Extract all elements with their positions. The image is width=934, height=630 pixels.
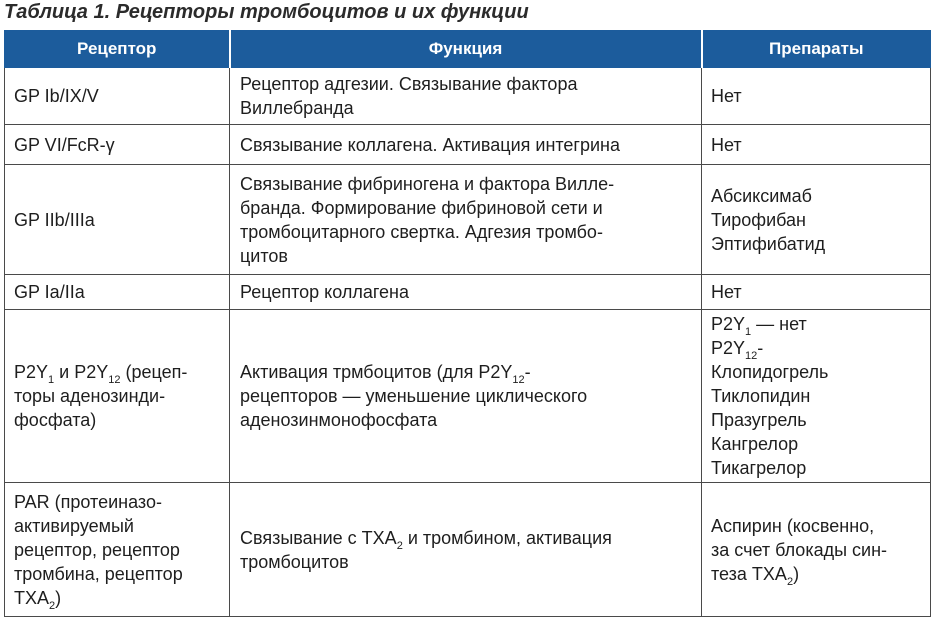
function-cell (230, 68, 702, 125)
function-line: Виллебранда (240, 98, 354, 118)
receptor-line: активируемый (14, 515, 134, 536)
drug-item: $P2Y_{12}-$ (711, 338, 764, 362)
receptor-line: рецептор, рецептор (14, 539, 180, 560)
drugs-cell (702, 165, 931, 275)
receptor-line: $TXA_2$) (14, 587, 62, 612)
drug-item: Тикагрелор (711, 458, 807, 478)
table-row (5, 68, 931, 125)
function-line: Связывание фибриногена и фактора Вилле- (240, 173, 615, 194)
table-caption: Таблица 1. Рецепторы тромбоцитов и их функции (4, 1, 529, 23)
drugs-cell (702, 310, 931, 483)
platelet-receptors-table (4, 30, 931, 617)
table-row (5, 125, 931, 165)
receptor-line: торы аденозинди- (14, 386, 166, 406)
function-line: тромбоцитов (240, 551, 349, 572)
header-drugs: Препараты (702, 31, 931, 68)
receptor-line: фосфата) (14, 410, 97, 430)
receptor-cell: GP VI/FcR-γ (5, 125, 230, 165)
drugs-cell (702, 68, 931, 125)
drug-item: Тирофибан (711, 209, 806, 230)
function-line: Рецептор адгезии. Связывание фактора (240, 74, 578, 94)
function-line: тромбоцитарного свертка. Адгезия тромбо- (240, 221, 603, 242)
drug-item: за счет блокады син- (711, 539, 888, 560)
drug-item: Нет (711, 134, 742, 155)
function-cell (230, 125, 702, 165)
receptor-cell (5, 310, 230, 483)
drug-item: Эптифибатид (711, 233, 826, 254)
drug-item: $P2Y_1$ — нет (711, 314, 807, 338)
header-function: Функция (230, 31, 702, 68)
drug-item: Абсиксимаб (711, 185, 812, 206)
table-header-row (5, 31, 931, 68)
table-row (5, 310, 931, 483)
function-line: Связывание коллагена. Активация интегрина (240, 134, 621, 155)
receptor-line: $P2Y_1$ и $P2Y_{12}$ (рецеп- (14, 362, 188, 386)
function-line: рецепторов — уменьшение циклического (240, 386, 588, 406)
drug-item: Тиклопидин (711, 386, 811, 406)
function-line: Активация трмбоцитов (для $P2Y_{12}-$ (240, 362, 531, 386)
table-row (5, 483, 931, 617)
receptor-cell: GP Ia/IIa (5, 275, 230, 310)
function-line: цитов (240, 245, 288, 266)
function-line: бранда. Формирование фибриновой сети и (240, 197, 603, 218)
receptor-line: PAR (протеиназо- (14, 491, 162, 512)
drugs-cell (702, 275, 931, 310)
function-line: Связывание с $TXA_2$ и тромбином, активация (240, 527, 612, 552)
function-cell (230, 275, 702, 310)
function-cell (230, 165, 702, 275)
drug-item: Празугрель (711, 410, 807, 430)
receptor-line: тромбина, рецептор (14, 563, 183, 584)
function-cell (230, 310, 702, 483)
receptor-cell: GP Ib/IX/V (5, 68, 230, 125)
drug-item: Нет (711, 282, 742, 302)
table-row (5, 165, 931, 275)
receptor-cell: GP IIb/IIIa (5, 165, 230, 275)
drug-item: Аспирин (косвенно, (711, 515, 875, 536)
drug-item: Нет (711, 86, 742, 106)
function-line: Рецептор коллагена (240, 282, 409, 302)
header-receptor: Рецептор (5, 31, 230, 68)
drug-item: Клопидогрель (711, 362, 829, 382)
function-line: аденозинмонофосфата (240, 410, 438, 430)
table-row (5, 275, 931, 310)
receptor-cell (5, 483, 230, 617)
drugs-cell (702, 125, 931, 165)
function-cell (230, 483, 702, 617)
drug-item: Кангрелор (711, 434, 799, 454)
drugs-cell (702, 483, 931, 617)
drug-item: теза $TXA_2$) (711, 563, 800, 588)
